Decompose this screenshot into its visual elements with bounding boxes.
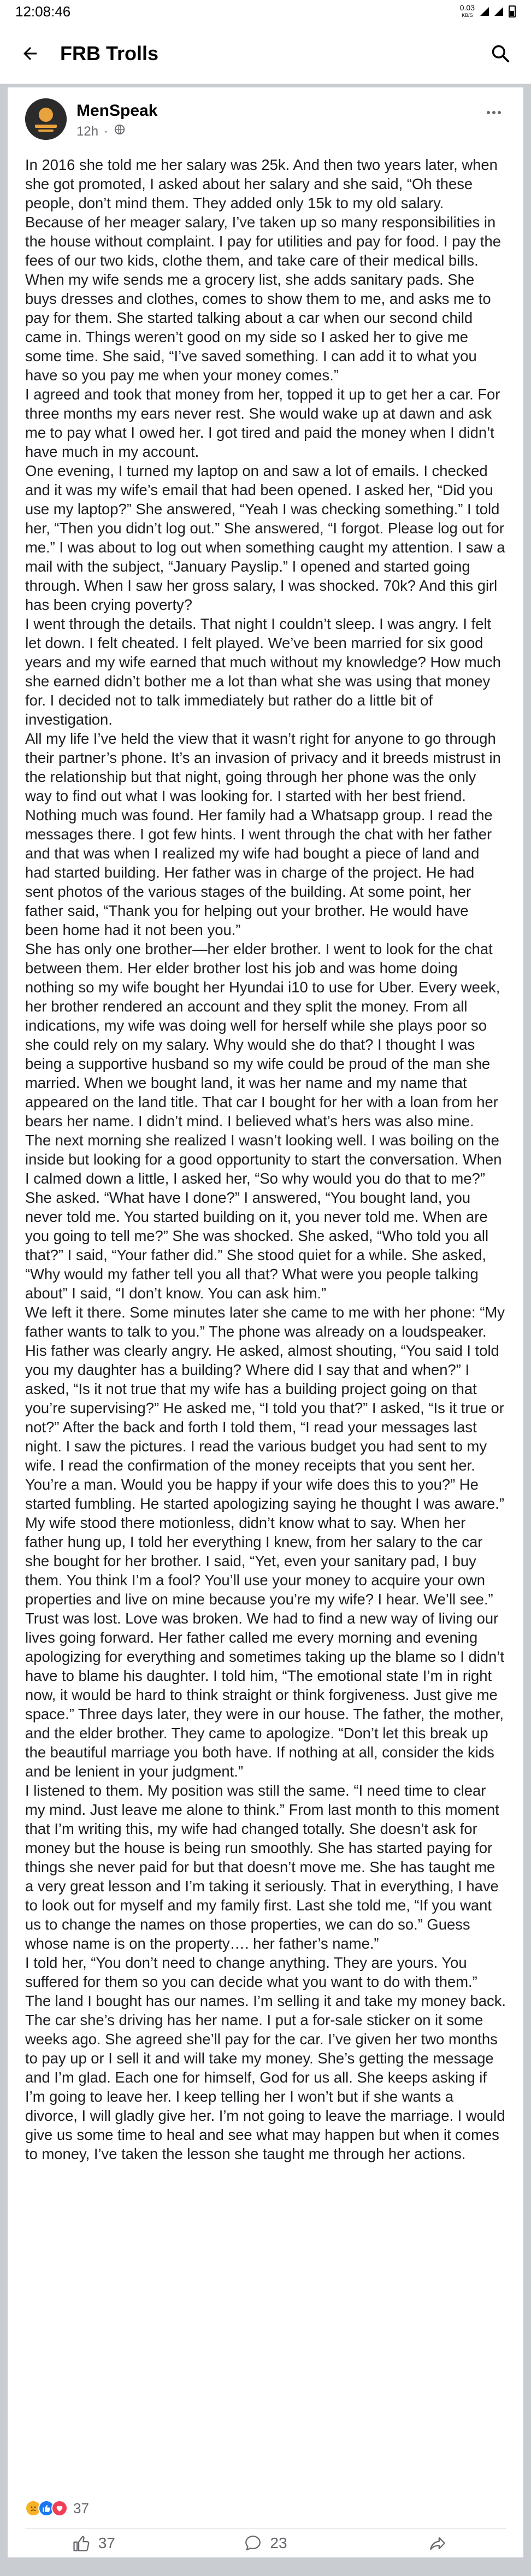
meta-separator: ·: [104, 123, 109, 139]
signal-icon: [480, 7, 489, 16]
post-body: [25, 155, 510, 2163]
battery-icon: [509, 5, 516, 17]
post-paragraph: I listened to them. My position was still the same. “I need time to clear my mind. Just leave me alone to think.” From last month to this moment that I’m writing this, my wife had changed totally. She doesn’t ask for money but the house is being run smoothly. She has started paying for things she never paid for but that doesn’t move me. She has taught me a very great lesson and I’m taking it seriously. That in everything, I have to look out for myself and my family first. Last she told me, “If you want us to change the names on those properties, we can do so.” Guess whose name is on the property…. her father’s name.”: [25, 1782, 504, 1952]
post-author[interactable]: MenSpeak: [76, 102, 158, 120]
post-time[interactable]: 12h: [76, 123, 99, 139]
thumbs-up-icon: [72, 2534, 91, 2553]
app-bar: [0, 23, 531, 84]
post-paragraph: All my life I’ve held the view that it wasn’t right for anyone to go through their partner’s phone. It’s an invasion of privacy and it breeds mistrust in the relationship but that night, going through her phone was the only way to find out what I was looking for. I started with her best friend. Nothing much was found. Her family had a Whatsapp group. I read the messages there. I got few hints. I went through the chat with her father and that was when I realized my wife had bought a piece of land and had started building. Her father was in charge of the project. He had sent photos of the various stages of the building. At some point, her father said, “Thank you for helping out your brother. He would have been home had it not been you.”: [25, 730, 505, 938]
comment-bubble-icon: [244, 2534, 262, 2553]
post-paragraph: In 2016 she told me her salary was 25k. And then two years later, when she got promoted, I asked about her salary and she said, “Oh these people, don’t mind them. They added only 15k to my old salary. Because of her meager salary, I’ve taken up so many responsibilities in the house without complaint. I pay for utilities and pay for food. I pay the fees of our two kids, clothe them, and take care of their medical bills. When my wife sends me a grocery list, she adds sanitary pads. She buys dresses and clothes, comes to show them to me, and asks me to pay for them. She started talking about a car when our second child came in. Things weren’t good on my side so I asked her to give me some time. She said, “I’ve saved something. I can add it to what you have so you pay me when your money comes.”: [25, 156, 505, 384]
post-paragraph: My wife stood there motionless, didn’t know what to say. When her father hung up, I told her everything I knew, from her salary to the car she bought for her brother. I said, “Yet, even your sanitary pad, I buy them. You think I’m a fool? You’ll use your money to acquire your own properties and live on mine because you’re my wife? I hear. We’ll see.”: [25, 1514, 493, 1608]
comment-button[interactable]: [180, 2534, 352, 2553]
post-paragraph: Trust was lost. Love was broken. We had to find a new way of living our lives going forward. Her father called me every morning and evening apologizing for everything and sometimes taking up the blame so I didn’t have to blame his daughter. I told him, “The emotional state I’m in right now, it would be hard to think straight or think forgiveness. Just give me space.” Three days later, they were in our house. The father, the mother, and the elder brother. They came to apologize. “Don’t let this break up the beautiful marriage you both have. If nothing at all, consider the kids and be lenient in your judgment.”: [25, 1610, 509, 1780]
signal-2-icon: [494, 7, 503, 16]
status-indicators: [460, 4, 516, 19]
post-paragraph: We left it there. Some minutes later she came to me with her phone: “My father wants to talk to you.” The phone was already on a loudspeaker. His father was clearly angry. He asked, almost shouting, “You said I told you my daughter has a building? Where did I say that and when?” I asked, “Is it not true that my wife has a building project going on that you’re supervising?” He asked me, “I told you that?” I asked, “Is it true or not?” After the back and forth I told them, “I read your messages last night. I saw the pictures. I read the various budget you had sent to my wife. I read the confirmation of the money receipts that you sent her. You’re a man. Would you be happy if your wife does this to you?” He started fumbling. He started apologizing saying he thought I was aware.”: [25, 1304, 509, 1512]
back-arrow-icon[interactable]: [0, 23, 60, 84]
avatar[interactable]: [25, 98, 67, 140]
avatar-logo-icon: [25, 98, 67, 140]
search-icon[interactable]: [470, 23, 531, 84]
share-button[interactable]: [351, 2534, 523, 2553]
post-paragraph: I went through the details. That night I couldn’t sleep. I was angry. I felt let down. I felt cheated. I felt played. We’ve been married for six good years and my wife earned that much without my knowledge? How much she earned didn’t bother me a lot than what she was using that money for. I decided not to talk immediately but rather do a little bit of investigation.: [25, 615, 505, 728]
post-paragraph: I told her, “You don’t need to change anything. They are yours. You suffered for them so you can decide what you want to do with them.” The land I bought has our names. I’m selling it and take my money back. The car she’s driving has her name. I put a for-sale sticker on it some weeks ago. She agreed she’ll pay for the car. I’ve given her two months to pay up or I sell it and will take my money. She’s getting the message and I’m glad. Each one for himself, God for us all. She keeps asking if I’m going to leave her. I keep telling her I won’t but if she wants a divorce, I will gladly give her. I’m not going to leave the marriage. I would give us some time to heal and see what may happen but when it comes to money, I’ve taken the lesson she taught me through her actions.: [25, 1954, 510, 2162]
like-count: 37: [98, 2534, 115, 2551]
like-button[interactable]: [8, 2534, 180, 2553]
post-paragraph: I agreed and took that money from her, topped it up to get her a car. For three months my ears never rest. She would wake up at dawn and ask me to pay what I owed her. I got tired and paid the money when I didn’t have much in my account.: [25, 386, 505, 460]
status-bar: [0, 0, 531, 23]
post-paragraph: One evening, I turned my laptop on and saw a lot of emails. I checked and it was my wife’s email that had been opened. I asked her, “Did you use my laptop?” She answered, “Yeah I was checking something.” I told her, “Then you didn’t log out.” She answered, “I forgot. Please log out for me.” I was about to log out when something caught my attention. I saw a mail with the subject, “January Payslip.” I opened and started going through. When I saw her gross salary, I was shocked. 70k? And this girl has been crying poverty?: [25, 462, 510, 613]
post-paragraph: She has only one brother—her elder brother. I went to look for the chat between them. Her elder brother lost his job and was home doing nothing so my wife bought her Hyundai i10 to use for Uber. Every week, her brother rendered an account and they split the money. From all indications, my wife was doing well for herself while she plays poor so she could rely on my salary. Why would she do that? I thought I was being a supportive husband so my wife could be proud of the man she married. When we bought land, it was her name and my name that appeared on the land title. That car I bought for her with a loan from her bears her name. I didn’t mind. I believed what’s hers was also mine.: [25, 940, 504, 1130]
comment-count: 23: [270, 2534, 287, 2551]
post-actions: [8, 2529, 523, 2557]
love-reaction-icon: [51, 2500, 68, 2516]
share-arrow-icon: [428, 2534, 447, 2553]
post-paragraph: The next morning she realized I wasn’t looking well. I was boiling on the inside but looking for a good opportunity to start the conversation. When I calmed down a little, I asked her, “So why would you do that to me?” She asked. “What have I done?” I answered, “You bought land, you never told me. You started building on it, you never told me. When are you going to tell me?” She was shocked. She asked, “Who told you all that?” I said, “Your father did.” She stood quiet for a while. She asked, “Why would my father tell you all that? What were you people talking about” I said, “I don’t know. You can ask him.”: [25, 1132, 506, 1302]
globe-icon: [114, 123, 126, 139]
status-time: 12:08:46: [15, 3, 71, 20]
net-speed: 0.03 KB/S: [459, 3, 475, 18]
reaction-summary[interactable]: [25, 2495, 89, 2522]
reaction-count: 37: [73, 2499, 89, 2516]
post-card: [8, 87, 523, 2557]
reaction-icons: [25, 2500, 68, 2516]
page-title: FRB Trolls: [60, 42, 159, 64]
post-meta: [76, 123, 126, 139]
post-header: [8, 87, 523, 148]
more-options-icon[interactable]: [483, 102, 505, 123]
